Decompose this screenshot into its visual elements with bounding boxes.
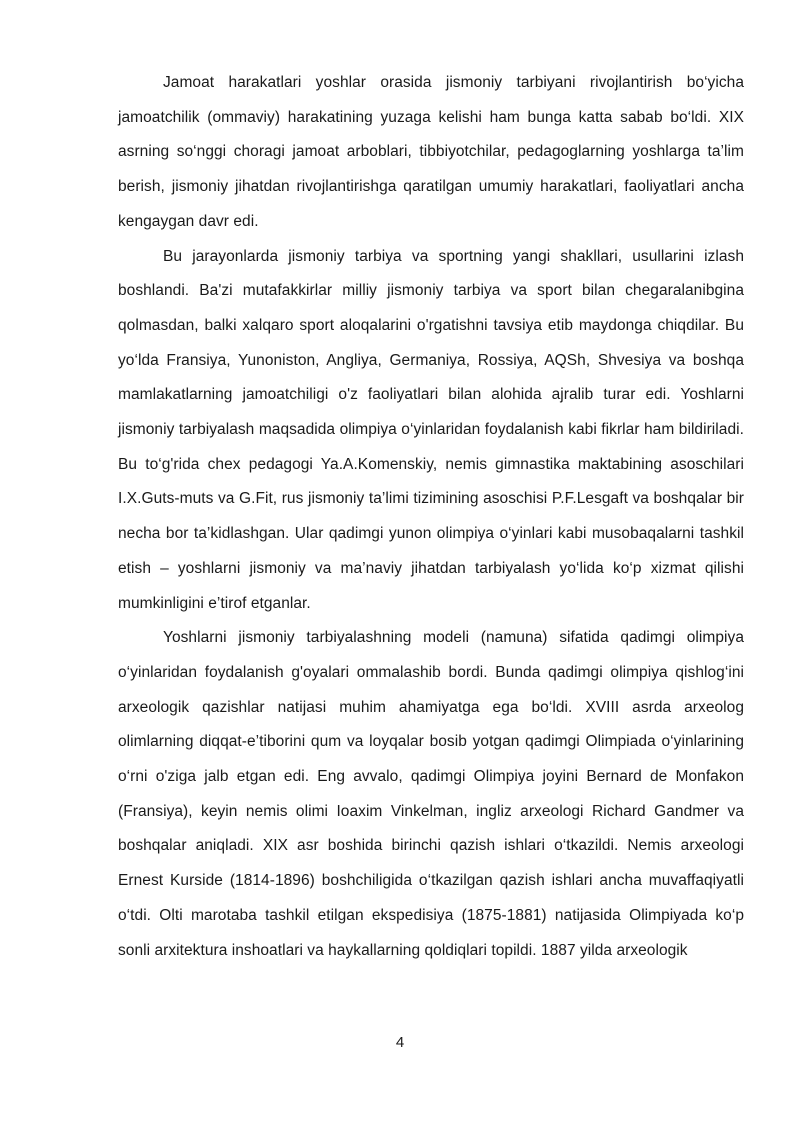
- paragraph: Jamoat harakatlari yoshlar orasida jismoniy tarbiyani rivojlantirish bo‘yicha jamoatchilik (ommaviy) harakatining yuzaga kelishi ham bunga katta sabab bo‘ldi. XIX asrning so‘nggi choragi jamoat arboblari, tibbiyotchilar, pedagoglarning yoshlarga ta’lim berish, jismoniy jihatdan rivojlantirishga qaratilgan umumiy harakatlari, faoliyatlari ancha kengaygan davr edi.: [118, 74, 744, 230]
- paragraph: Bu jarayonlarda jismoniy tarbiya va sportning yangi shakllari, usullarini izlash boshlandi. Ba'zi mutafakkirlar milliy jismoniy tarbiya va sport bilan chegaralanibgina qolmasdan, balki xalqaro sport aloqalarini o'rgatishni tavsiya etib maydonga chiqdilar. Bu yo‘lda Fransiya, Yunoniston, Angliya, Germaniya, Rossiya, AQSh, Shvesiya va boshqa mamlakatlarning jamoatchiligi o'z faoliyatlari bilan alohida ajralib turar edi. Yoshlarni jismoniy tarbiyalash maqsadida olimpiya o‘yinlaridan foydalanish kabi fikrlar ham bildiriladi. Bu to‘g'rida chex pedagogi Ya.A.Komenskiy, nemis gimnastika maktabining asoschilari I.X.Guts-muts va G.Fit, rus jismoniy ta’limi tizimining asoschisi P.F.Lesgaft va boshqalar bir necha bor ta’kidlashgan. Ular qadimgi yunon olimpiya o‘yinlari kabi musobaqalarni tashkil etish – yoshlarni jismoniy va ma’naviy jihatdan tarbiyalash yo‘lida ko‘p xizmat qilishi mumkinligini e’tirof etganlar.: [118, 247, 744, 612]
- paragraph: Yoshlarni jismoniy tarbiyalashning modeli (namuna) sifatida qadimgi olimpiya o‘yinlaridan foydalanish g'oyalari ommalashib bordi. Bunda qadimgi olimpiya qishlog‘ini arxeologik qazishlar natijasi muhim ahamiyatga ega bo‘ldi. XVIII asrda arxeolog olimlarning diqqat-e’tiborini qum va loyqalar bosib yotgan qadimgi Olimpiada o‘yinlarining o‘rni o'ziga jalb etgan edi. Eng avvalo, qadimgi Olimpiya joyini Bernard de Monfakon (Fransiya), keyin nemis olimi Ioaxim Vinkelman, ingliz arxeologi Richard Gandmer va boshqalar aniqladi. XIX asr boshida birinchi qazish ishlari o‘tkazildi. Nemis arxeologi Ernest Kurside (1814-1896) boshchiligida o‘tkazilgan qazish ishlari ancha muvaffaqiyatli o‘tdi. Olti marotaba tashkil etilgan ekspedisiya (1875-1881) natijasida Olimpiyada ko‘p sonli arxitektura inshoatlari va haykallarning qoldiqlari topildi. 1887 yilda arxeologik: [118, 629, 744, 959]
- page-number: 4: [395, 1034, 405, 1051]
- document-body: [118, 66, 744, 968]
